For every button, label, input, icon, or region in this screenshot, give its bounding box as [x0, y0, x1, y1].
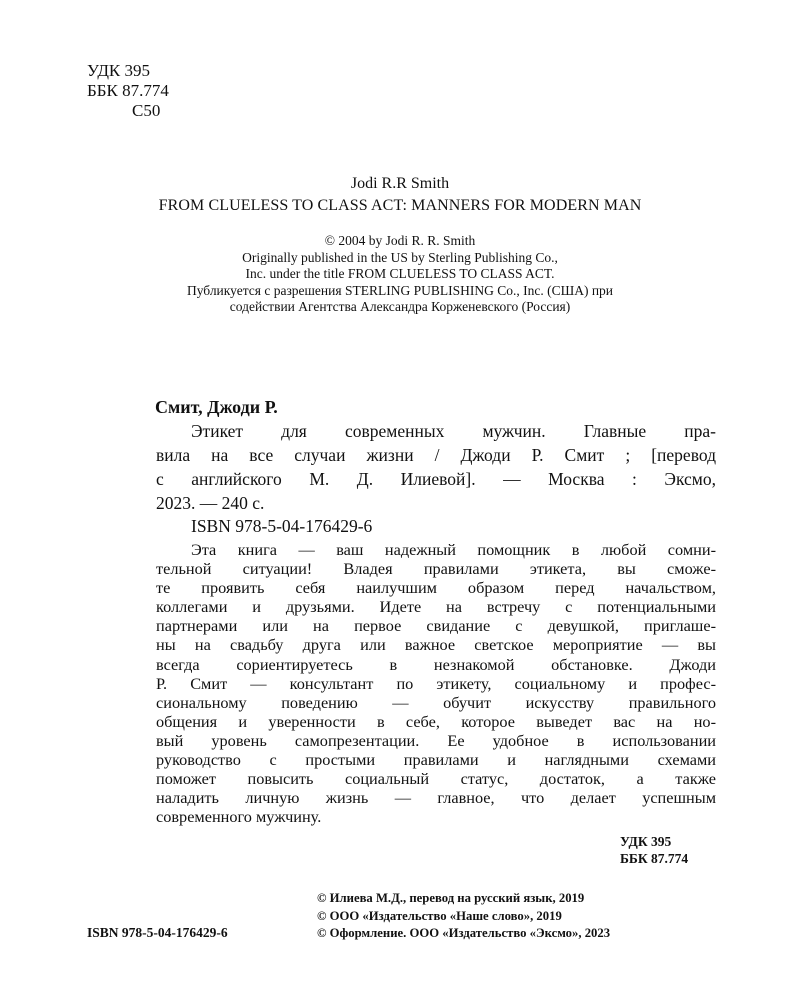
- copyright-line: Inc. under the title FROM CLUELESS TO CLASS ACT.: [245, 266, 555, 281]
- annotation-line: тельной ситуации! Владея правилами этикета, вы сможе-: [156, 559, 716, 579]
- annotation-line: сиональному поведению — обучит искусству правильного: [156, 692, 716, 712]
- bbk-code: ББК 87.774: [87, 81, 169, 100]
- classification-block: [87, 61, 169, 121]
- annotation-line: те проявить себя наилучшим образом перед начальством,: [156, 578, 716, 598]
- bottom-bbk-code: ББК 87.774: [620, 851, 689, 866]
- original-title: FROM CLUELESS TO CLASS ACT: MANNERS FOR MODERN MAN: [158, 197, 642, 214]
- annotation: [156, 540, 716, 826]
- annotation-line: современного мужчину.: [156, 807, 322, 827]
- credit-line: © Оформление. ООО «Издательство «Эксмо», 2023: [317, 926, 611, 940]
- annotation-line: ны на свадьбу друга или важное светское мероприятие — вы: [156, 635, 716, 655]
- copyright-credits: [317, 890, 610, 943]
- copyright-line: © 2004 by Jodi R. R. Smith: [324, 233, 476, 248]
- catalog-isbn: ISBN 978-5-04-176429-6: [191, 516, 373, 536]
- catalog-entry: [156, 395, 716, 515]
- credit-line: © ООО «Издательство «Наше слово», 2019: [317, 908, 562, 923]
- copyright-line: Originally published in the US by Sterling Publishing Co.,: [242, 249, 558, 265]
- annotation-line: наладить личную жизнь — главное, что делает успешным: [156, 788, 716, 808]
- annotation-line: всегда сориентируетесь в незнакомой обстановке. Джоди: [156, 654, 716, 674]
- original-author: Jodi R.R Smith: [350, 175, 450, 192]
- annotation-line: Эта книга — ваш надежный помощник в любой сомни-: [191, 540, 716, 559]
- catalog-description-line: с английского М. Д. Илиевой]. — Москва : Эксмо,: [156, 469, 716, 489]
- bottom-isbn: ISBN 978-5-04-176429-6: [87, 925, 228, 940]
- credit-line: © Илиева М.Д., перевод на русский язык, 2019: [317, 891, 585, 905]
- annotation-line: вый уровень самопрезентации. Ее удобное в использовании: [156, 730, 716, 750]
- annotation-line: коллегами и друзьями. Идете на встречу с потенциальными: [156, 597, 716, 617]
- bottom-udk-code: УДК 395: [620, 834, 672, 849]
- udk-code: УДК 395: [87, 61, 151, 80]
- annotation-line: партнерами или на первое свидание с девушкой, приглаше-: [156, 616, 716, 636]
- catalog-description-line: 2023. — 240 с.: [156, 493, 265, 513]
- bottom-classification: [620, 833, 688, 867]
- annotation-line: поможет повысить социальный статус, достаток, а также: [156, 769, 716, 789]
- catalog-heading: Смит, Джоди Р.: [155, 397, 278, 417]
- annotation-line: Р. Смит — консультант по этикету, социальному и профес-: [156, 673, 716, 693]
- original-copyright: [0, 233, 800, 316]
- catalog-description-line: вила на все случаи жизни / Джоди Р. Смит ; [перевод: [156, 445, 716, 465]
- annotation-line: руководство с простыми правилами и наглядными схемами: [156, 750, 716, 770]
- annotation-line: общения и уверенности в себе, которое выведет вас на но-: [156, 711, 716, 731]
- catalog-description-line: Этикет для современных мужчин. Главные пра-: [191, 421, 716, 441]
- copyright-line: Публикуется с разрешения STERLING PUBLISHING Co., Inc. (США) при: [186, 282, 614, 298]
- copyright-line: содействии Агентства Александра Корженевского (Россия): [229, 299, 571, 314]
- author-mark: С50: [132, 101, 161, 120]
